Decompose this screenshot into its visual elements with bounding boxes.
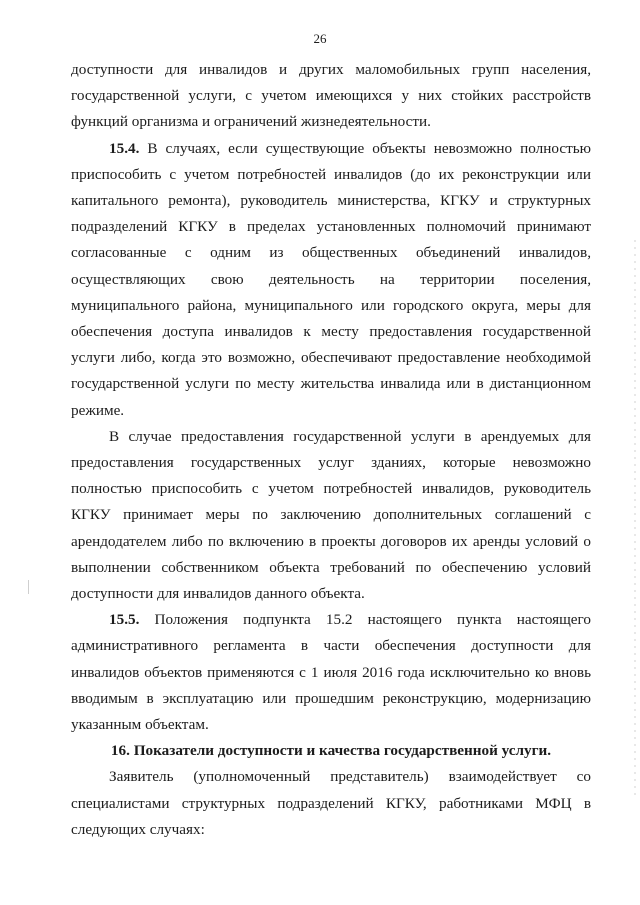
- section-heading-16: [71, 738, 591, 764]
- paragraph-applicant-interaction: [71, 764, 591, 843]
- paragraph-text: В случае предоставления государственной услуги в арендуемых для предоставления государственных услуг зданиях, которые невозможно полностью приспособить с учетом потребностей инвалидов, руководитель КГКУ принимает меры по заключению дополнительных соглашений с арендодателем либо по включению в проекты договоров их аренды условий о выполнении собственником объекта требований по обеспечению условий доступности для инвалидов данного объекта.: [71, 427, 591, 603]
- paragraph-text: доступности для инвалидов и других маломобильных групп населения, государственной услуги, с учетом имеющихся у них стойких расстройств функций организма и ограничений жизнедеятельности.: [71, 61, 591, 131]
- paragraph-15-4: [71, 136, 591, 424]
- scan-margin-mark: [28, 580, 29, 594]
- clause-number: 15.5.: [109, 611, 140, 629]
- clause-number: 15.4.: [109, 139, 140, 157]
- paragraph-intro-continuation: [71, 57, 591, 136]
- paragraph-text: Положения подпункта 15.2 настоящего пункта настоящего административного регламента в части обеспечения доступности для инвалидов объектов применяются с 1 июля 2016 года исключительно ко вновь вводимым в эксплуатацию или прошедшим реконструкцию, модернизацию указанным объектам.: [71, 611, 591, 734]
- document-body: [71, 57, 591, 843]
- paragraph-15-5: [71, 607, 591, 738]
- page-number: 26: [313, 31, 327, 46]
- scan-edge-artifact: [634, 240, 636, 800]
- heading-text: 16. Показатели доступности и качества государственной услуги.: [110, 742, 552, 760]
- paragraph-text: Заявитель (уполномоченный представитель) взаимодействует со специалистами структурных подразделений КГКУ, работниками МФЦ в следующих случаях:: [71, 768, 591, 838]
- paragraph-text: В случаях, если существующие объекты невозможно полностью приспособить с учетом потребностей инвалидов (до их реконструкции или капитального ремонта), руководитель министерства, КГКУ и структурных подразделений КГКУ в пределах установленных полномочий принимают согласованные с одним из общественных объединений инвалидов, осуществляющих свою деятельность на территории поселения, муниципального района, муниципального или городского округа, меры для обеспечения доступа инвалидов к месту предоставления государственной услуги либо, когда это возможно, обеспечивают предоставление необходимой государственной услуги по месту жительства инвалида или в дистанционном режиме.: [71, 139, 591, 419]
- paragraph-rented-buildings: [71, 424, 591, 607]
